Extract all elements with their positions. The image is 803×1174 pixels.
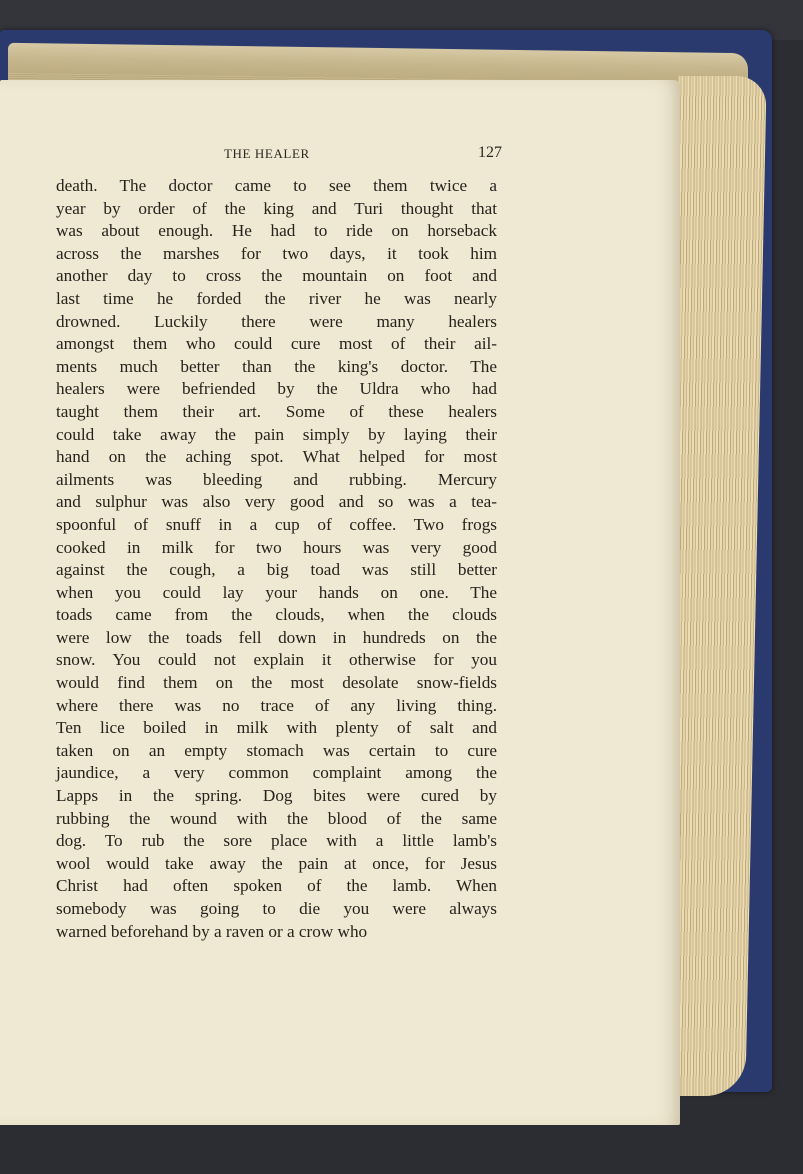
text-line: wool would take away the pain at once, for Jesus — [56, 853, 497, 873]
text-line: death. The doctor came to see them twice a — [56, 176, 497, 195]
text-line: year by order of the king and Turi thought that — [56, 198, 497, 218]
text-line: hand on the aching spot. What helped for most — [56, 447, 497, 467]
text-line: cooked in milk for two hours was very good — [56, 537, 497, 557]
running-head — [0, 144, 803, 168]
text-line: ments much better than the king's doctor. The — [56, 356, 497, 376]
text-line: toads came from the clouds, when the clouds — [56, 605, 497, 625]
text-line: and sulphur was also very good and so was a tea- — [56, 492, 497, 512]
page-number: 127 — [478, 144, 502, 161]
text-line: was about enough. He had to ride on horseback — [56, 221, 497, 241]
text-line: when you could lay your hands on one. The — [56, 582, 497, 602]
text-line: taught them their art. Some of these healers — [56, 401, 497, 421]
text-line: Christ had often spoken of the lamb. When — [56, 876, 497, 896]
text-line: ailments was bleeding and rubbing. Mercury — [56, 469, 497, 489]
text-line: rubbing the wound with the blood of the same — [56, 808, 497, 828]
text-line: where there was no trace of any living thing. — [56, 695, 497, 715]
text-line: would find them on the most desolate snow-fields — [56, 673, 497, 693]
text-line: jaundice, a very common complaint among the — [56, 763, 497, 783]
text-line: could take away the pain simply by laying their — [56, 424, 497, 444]
running-head-title: THE HEALER — [224, 146, 310, 161]
text-line: drowned. Luckily there were many healers — [56, 311, 497, 331]
text-line: snow. You could not explain it otherwise for you — [56, 650, 497, 670]
text-line: amongst them who could cure most of their ail- — [56, 334, 497, 354]
text-line: Ten lice boiled in milk with plenty of salt and — [56, 718, 497, 738]
text-line: warned beforehand by a raven or a crow who — [56, 921, 368, 941]
text-line: across the marshes for two days, it took him — [56, 243, 497, 263]
text-line: somebody was going to die you were always — [56, 899, 497, 918]
text-line: spoonful of snuff in a cup of coffee. Two frogs — [56, 514, 497, 534]
text-line: taken on an empty stomach was certain to cure — [56, 740, 497, 760]
text-line: Lapps in the spring. Dog bites were cured by — [56, 786, 497, 806]
body-text — [56, 175, 497, 943]
text-line: another day to cross the mountain on foot and — [56, 266, 497, 286]
text-line: dog. To rub the sore place with a little lamb's — [56, 831, 497, 851]
text-line: against the cough, a big toad was still better — [56, 560, 497, 580]
text-line: healers were befriended by the Uldra who had — [56, 379, 497, 399]
text-line: were low the toads fell down in hundreds on the — [56, 627, 497, 647]
text-line: last time he forded the river he was nearly — [56, 288, 497, 308]
